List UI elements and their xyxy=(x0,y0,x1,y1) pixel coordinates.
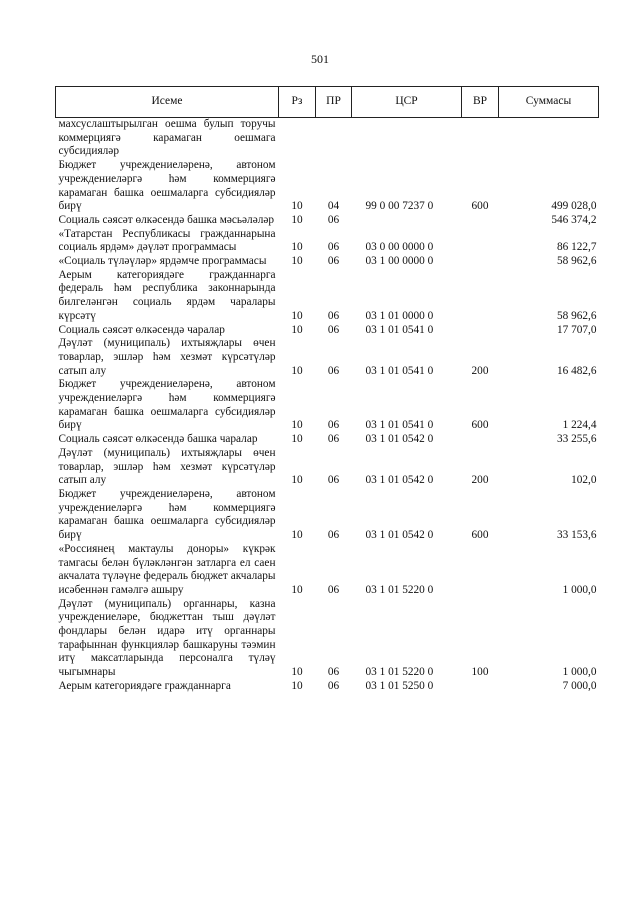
cell-pr: 06 xyxy=(327,309,340,322)
table-row xyxy=(56,255,599,269)
header-name: Исеме xyxy=(56,87,279,118)
table-row xyxy=(56,543,599,598)
cell-rz xyxy=(279,118,316,160)
cell-pr: 06 xyxy=(327,433,340,446)
table-row xyxy=(56,228,599,255)
cell-name: Аерым категориядәге гражданнарга xyxy=(58,679,231,692)
cell-rz: 10 xyxy=(291,241,303,254)
cell-vr xyxy=(462,543,499,598)
cell-name: «Татарстан Республикасы гражданнарына социаль ярдәм» дәүләт программасы xyxy=(58,227,276,254)
cell-vr xyxy=(462,680,499,694)
cell-csr: 03 0 00 0000 0 xyxy=(365,241,434,254)
table-row xyxy=(56,324,599,338)
cell-csr: 03 1 01 0541 0 xyxy=(365,323,434,336)
cell-rz: 10 xyxy=(291,255,303,268)
cell-rz: 10 xyxy=(291,323,303,336)
cell-name: Социаль сәясәт өлкәсендә чаралар xyxy=(58,323,225,336)
cell-vr xyxy=(462,255,499,269)
cell-name: Бюджет учреждениеләренә, автоном учреждениеләргә һәм коммерциягә карамаган башка оешмаларга субсидияләр бирү xyxy=(58,487,276,542)
cell-name: Дәүләт (муниципаль) органнары, казна учреждениеләре, бюджеттан тыш дәүләт фондлары белән идарә итү органнары тарафыннан функцияләр башкаруны тәэмин итү максатларында персоналга түләү чыгымнары xyxy=(58,597,276,679)
cell-pr: 06 xyxy=(327,666,340,679)
cell-csr: 03 1 01 0542 0 xyxy=(365,474,434,487)
cell-vr xyxy=(462,269,499,324)
budget-table xyxy=(55,86,599,694)
cell-csr: 03 1 01 0000 0 xyxy=(365,309,434,322)
cell-name: Дәүләт (муниципаль) ихтыяҗлары өчен товарлар, эшләр һәм хезмәт күрсәтүләр сатып алу xyxy=(58,446,276,487)
cell-sum: 1 000,0 xyxy=(562,666,597,679)
cell-csr xyxy=(352,118,462,160)
cell-vr: 100 xyxy=(471,666,489,679)
cell-vr xyxy=(462,118,499,160)
table-header xyxy=(56,87,599,118)
cell-rz: 10 xyxy=(291,433,303,446)
cell-pr: 04 xyxy=(327,200,340,213)
table-row xyxy=(56,447,599,488)
cell-sum xyxy=(499,118,599,160)
table-row xyxy=(56,598,599,680)
cell-sum: 58 962,6 xyxy=(556,309,597,322)
header-vr: ВР xyxy=(462,87,499,118)
cell-name: Дәүләт (муниципаль) ихтыяҗлары өчен товарлар, эшләр һәм хезмәт күрсәтүләр сатып алу xyxy=(58,337,276,377)
page-number: 501 xyxy=(311,52,329,66)
header-rz: Рз xyxy=(279,87,316,118)
cell-rz: 10 xyxy=(291,200,303,213)
header-csr: ЦСР xyxy=(352,87,462,118)
cell-name: «Социаль түләүләр» ярдәмче программасы xyxy=(58,255,267,268)
cell-name: Бюджет учреждениеләренә, автоном учреждениеләргә һәм коммерциягә карамаган башка оешмаларга субсидияләр бирү xyxy=(58,378,276,432)
table-row xyxy=(56,378,599,433)
cell-sum: 58 962,6 xyxy=(556,255,597,268)
cell-rz: 10 xyxy=(291,309,303,322)
table-row xyxy=(56,433,599,447)
cell-sum: 33 153,6 xyxy=(556,529,597,542)
cell-sum: 102,0 xyxy=(571,474,597,487)
cell-csr: 03 1 00 0000 0 xyxy=(365,255,434,268)
cell-pr: 06 xyxy=(327,474,340,487)
cell-pr: 06 xyxy=(327,583,340,596)
cell-name: махсуслаштырылган оешма булып торучы коммерциягә карамаган оешмага субсидияләр xyxy=(58,118,276,158)
cell-rz: 10 xyxy=(291,474,303,487)
cell-rz: 10 xyxy=(291,666,303,679)
header-pr: ПР xyxy=(316,87,352,118)
table-body xyxy=(56,118,599,694)
cell-vr xyxy=(462,324,499,338)
cell-vr: 200 xyxy=(471,364,489,377)
table-row xyxy=(56,214,599,228)
cell-pr: 06 xyxy=(327,241,340,254)
table-row xyxy=(56,337,599,378)
cell-csr: 03 1 01 5220 0 xyxy=(365,666,434,679)
cell-rz: 10 xyxy=(291,529,303,542)
cell-pr: 06 xyxy=(327,255,340,268)
cell-vr xyxy=(462,228,499,255)
cell-vr xyxy=(462,214,499,228)
cell-csr: 03 1 01 0541 0 xyxy=(365,364,434,377)
header-sum: Суммасы xyxy=(499,87,599,118)
cell-name: «Россиянең мактаулы доноры» күкрәк тамгасы белән бүләкләнгән затларга ел саен акчалата түләүне федераль бюджет акчалары исәбеннән гамәлгә ашыру xyxy=(58,542,276,596)
cell-pr: 06 xyxy=(327,213,340,226)
cell-name: Бюджет учреждениеләренә, автоном учреждениеләргә һәм коммерциягә карамаган башка оешмаларга субсидияләр бирү xyxy=(58,159,276,213)
cell-vr: 200 xyxy=(471,474,489,487)
cell-vr: 600 xyxy=(471,200,489,213)
cell-name: Социаль сәясәт өлкәсендә башка чаралар xyxy=(58,433,258,446)
cell-pr: 06 xyxy=(327,679,340,692)
cell-sum: 86 122,7 xyxy=(556,241,597,254)
cell-vr xyxy=(462,433,499,447)
table-row xyxy=(56,118,599,160)
table-row xyxy=(56,488,599,543)
cell-sum: 17 707,0 xyxy=(556,323,597,336)
cell-sum: 546 374,2 xyxy=(551,213,597,226)
cell-rz: 10 xyxy=(291,364,303,377)
cell-rz: 10 xyxy=(291,583,303,596)
table-row xyxy=(56,269,599,324)
table-row xyxy=(56,159,599,214)
cell-csr: 03 1 01 0542 0 xyxy=(365,433,434,446)
cell-sum: 499 028,0 xyxy=(551,200,597,213)
cell-name: Социаль сәясәт өлкәсендә башка мәсьәләләр xyxy=(58,213,275,226)
cell-pr: 06 xyxy=(327,529,340,542)
cell-sum: 16 482,6 xyxy=(556,364,597,377)
cell-sum: 1 000,0 xyxy=(562,583,597,596)
cell-sum: 1 224,4 xyxy=(562,419,597,432)
cell-csr: 03 1 01 0542 0 xyxy=(365,529,434,542)
cell-rz: 10 xyxy=(291,213,303,226)
cell-pr xyxy=(316,118,352,160)
cell-rz: 10 xyxy=(291,679,303,692)
cell-pr: 06 xyxy=(327,419,340,432)
cell-vr: 600 xyxy=(471,419,489,432)
cell-csr: 03 1 01 5220 0 xyxy=(365,583,434,596)
cell-sum: 7 000,0 xyxy=(562,679,597,692)
table-row xyxy=(56,680,599,694)
cell-csr: 99 0 00 7237 0 xyxy=(365,200,434,213)
cell-vr: 600 xyxy=(471,529,489,542)
cell-rz: 10 xyxy=(291,419,303,432)
cell-csr: 03 1 01 5250 0 xyxy=(365,679,434,692)
cell-pr: 06 xyxy=(327,323,340,336)
cell-csr xyxy=(352,214,462,228)
cell-csr: 03 1 01 0541 0 xyxy=(365,419,434,432)
cell-name: Аерым категориядәге гражданнарга федераль һәм республика законнарында билгеләнгән социаль ярдәм чаралары күрсәтү xyxy=(58,268,276,322)
cell-pr: 06 xyxy=(327,364,340,377)
cell-sum: 33 255,6 xyxy=(556,433,597,446)
